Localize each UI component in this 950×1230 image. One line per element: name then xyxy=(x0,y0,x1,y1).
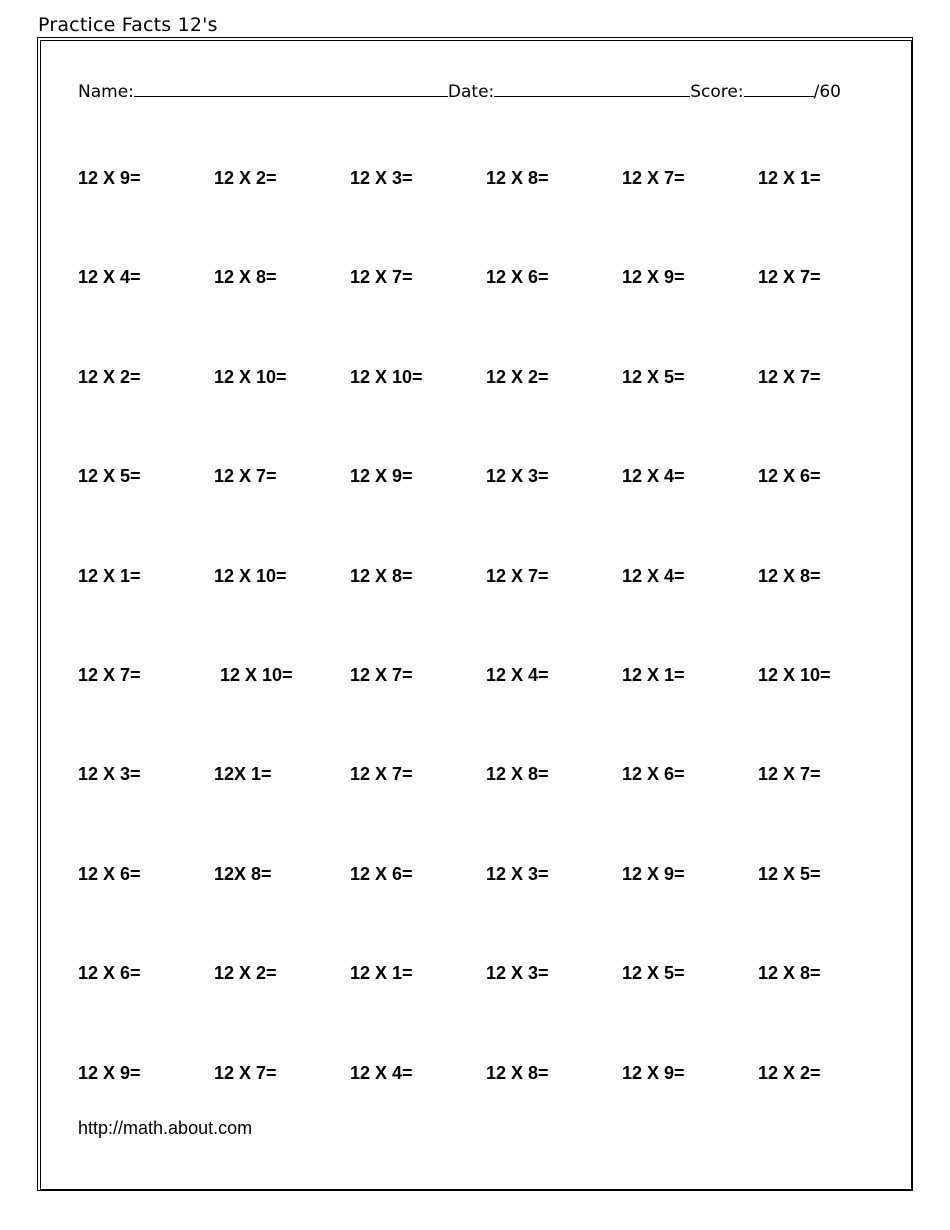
date-label: Date: xyxy=(447,82,495,102)
problem-cell: 12 X 7= xyxy=(214,1062,277,1083)
problem-cell: 12 X 7= xyxy=(350,267,413,288)
problem-cell: 12 X 1= xyxy=(758,168,821,188)
problem-cell: 12 X 1= xyxy=(78,565,141,586)
problem-cell: 12 X 3= xyxy=(486,963,549,984)
problem-cell: 12 X 2= xyxy=(486,366,549,387)
inner-border xyxy=(40,40,912,1190)
problem-cell: 12 X 3= xyxy=(78,764,141,785)
problem-cell: 12 X 7= xyxy=(758,366,821,387)
problem-cell: 12X 8= xyxy=(214,863,272,884)
worksheet-title: Practice Facts 12's xyxy=(38,14,218,36)
problem-cell: 12 X 10= xyxy=(220,664,293,685)
problem-cell: 12X 1= xyxy=(214,764,272,785)
problem-cell: 12 X 6= xyxy=(78,863,141,884)
problem-cell: 12 X 6= xyxy=(622,764,685,785)
problem-cell: 12 X 8= xyxy=(758,963,821,984)
problem-cell: 12 X 5= xyxy=(622,366,685,387)
problem-cell: 12 X 2= xyxy=(78,366,141,387)
problem-cell: 12 X 6= xyxy=(758,466,821,487)
problem-cell: 12 X 7= xyxy=(758,764,821,785)
problem-cell: 12 X 10= xyxy=(758,664,831,685)
problem-cell: 12 X 9= xyxy=(622,267,685,288)
problem-cell: 12 X 7= xyxy=(486,565,549,586)
problem-cell: 12 X 4= xyxy=(350,1062,413,1083)
problem-cell: 12 X 4= xyxy=(622,466,685,487)
problem-cell: 12 X 9= xyxy=(78,168,141,188)
problem-cell: 12 X 5= xyxy=(758,863,821,884)
date-blank[interactable] xyxy=(494,80,690,97)
score-total: /60 xyxy=(813,82,841,102)
problem-cell: 12 X 1= xyxy=(350,963,413,984)
problem-cell: 12 X 2= xyxy=(214,168,277,188)
problem-cell: 12 X 6= xyxy=(486,267,549,288)
problem-cell: 12 X 6= xyxy=(78,963,141,984)
problem-cell: 12 X 6= xyxy=(350,863,413,884)
problem-cell: 12 X 10= xyxy=(214,366,287,387)
score-blank[interactable] xyxy=(744,80,814,97)
problem-cell: 12 X 10= xyxy=(214,565,287,586)
problem-cell: 12 X 8= xyxy=(350,565,413,586)
problem-cell: 12 X 7= xyxy=(350,764,413,785)
problem-cell: 12 X 3= xyxy=(350,168,413,188)
name-label: Name: xyxy=(78,82,134,102)
problem-cell: 12 X 8= xyxy=(486,764,549,785)
problem-cell: 12 X 7= xyxy=(350,664,413,685)
problem-cell: 12 X 9= xyxy=(78,1062,141,1083)
problem-cell: 12 X 3= xyxy=(486,466,549,487)
problem-cell: 12 X 9= xyxy=(350,466,413,487)
problem-cell: 12 X 7= xyxy=(758,267,821,288)
student-info-line xyxy=(78,80,841,104)
problem-cell: 12 X 4= xyxy=(486,664,549,685)
problem-cell: 12 X 5= xyxy=(622,963,685,984)
name-blank[interactable] xyxy=(134,80,448,97)
problem-cell: 12 X 8= xyxy=(486,1062,549,1083)
problem-cell: 12 X 7= xyxy=(78,664,141,685)
problem-cell: 12 X 3= xyxy=(486,863,549,884)
problem-cell: 12 X 2= xyxy=(214,963,277,984)
problem-cell: 12 X 9= xyxy=(622,863,685,884)
problem-cell: 12 X 5= xyxy=(78,466,141,487)
score-label: Score: xyxy=(690,82,744,102)
problem-cell: 12 X 2= xyxy=(758,1062,821,1083)
problem-cell: 12 X 1= xyxy=(622,664,685,685)
problem-cell: 12 X 7= xyxy=(622,168,685,188)
problem-cell: 12 X 8= xyxy=(486,168,549,188)
problem-cell: 12 X 8= xyxy=(758,565,821,586)
source-url: http://math.about.com xyxy=(78,1118,253,1138)
problem-cell: 12 X 4= xyxy=(622,565,685,586)
problem-cell: 12 X 10= xyxy=(350,366,423,387)
problem-cell: 12 X 9= xyxy=(622,1062,685,1083)
problem-cell: 12 X 4= xyxy=(78,267,141,288)
problem-cell: 12 X 8= xyxy=(214,267,277,288)
problem-cell: 12 X 7= xyxy=(214,466,277,487)
